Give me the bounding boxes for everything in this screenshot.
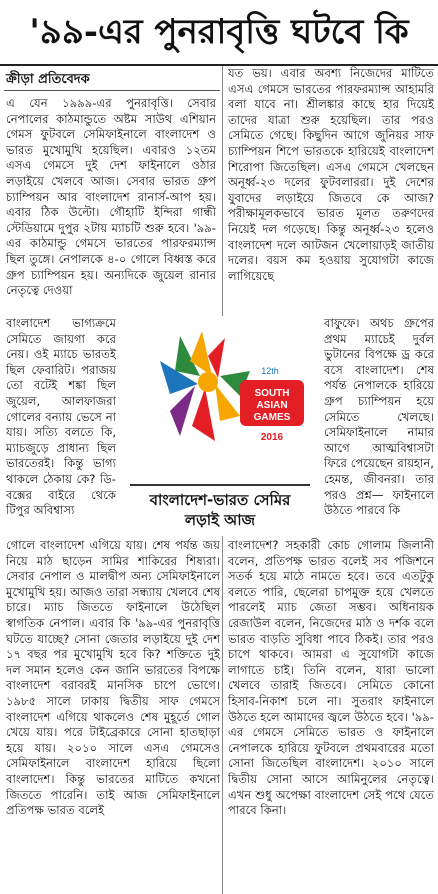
logo-title-line2: ASIAN [256, 400, 288, 411]
paragraph-bottom-right: বাংলাদেশ? সহকারী কোচ গোলাম জিলানী বলেন, প্রতিপক্ষ ভারত বলেই সব পজিশনে সতর্ক হয়ে মাঠে নামতে হবে। তবে এতটুকু বলতে পারি, ছেলেরা চাপমুক্ত হয়ে খেলতে পারলেই ম্যাচ জেতা সম্ভব। অধিনায়ক রেজাউল বলেন, নিজেদের মাঠ ও দর্শক বলে ভারত বাড়তি সুবিধা পাবে ঠিকই। তার পরও চাপে থাকবে। আমরা এ সুযোগটা কাজে লাগাতে চাই। তিনি বলেন, যারা ভালো খেলবে তারাই জিতবে। সেমিতে কোনো হিসাব-নিকাশ চলে না। সুতরাং ফাইনালে উঠতে হলে আমাদের জ্বলে উঠতে হবে। '৯৯-এর গেমসে সেমিতে ভারত ও ফাইনালে নেপালকে হারিয়ে ফুটবলে প্রথমবারের মতো সোনা জিতেছিল বাংলাদেশ। ২০১০ সালে দ্বিতীয় সোনা আসে আমিনুলের নেতৃত্বে। এখন শুধু অপেক্ষা বাংলাদেশ সেই পথে যেতে পারবে কিনা। [228, 538, 434, 818]
article-column-bottom-right [228, 538, 434, 890]
photo-box [120, 316, 320, 536]
logo-title-line1: SOUTH [254, 388, 290, 399]
paragraph-right-top: যত ভয়। এবার অবশ্য নিজেদের মাটিতে এসএ গেমসে ভারতের পারফরম্যান্স আহামরি বলা যাবে না। শ্রীলঙ্কার কাছে হার দিয়েই তাদের যাত্রা শুরু হয়েছিল। তার পরও সেমিতে গেছে। কিছুদিন আগে জুনিয়র সাফ চ্যাম্পিয়ন শিপে ভারতকে হারিয়েই বাংলাদেশ শিরোপা জিতেছিল। এসএ গেমসে খেলছেন অনূর্ধ্ব-২৩ দলের ফুটবলাররা। দুই দেশের যুবাদের লড়াইয়ে জিতবে কে আজ? পরীক্ষামূলকভাবে ভারত মূলত তরুণদের নিয়েই দল গড়েছে। কিন্তু অনূর্ধ্ব-২৩ হলেও বাংলাদেশ দলে আটজন খেলোয়াড়ই জাতীয় দলের। বয়স কম হওয়ায় সুযোগটা কাজে লাগিয়েছে [228, 66, 434, 283]
south-asian-games-logo [120, 316, 320, 476]
logo-sun [198, 372, 218, 392]
paragraph-bottom-left: গোলে বাংলাদেশ এগিয়ে যায়। শেষ পর্যন্ত জয় নিয়ে মাঠ ছাড়েন সামির শাকিরের শিষ্যরা। সেবার নেপাল ও মালদ্বীপ অন্য সেমিফাইনালে মুখোমুখি হয়। আজও তারা সন্ধ্যায় খেলবে শেষ চারে। ম্যাচ জিততে ফাইনালে উঠেছিল স্বাগতিক নেপাল। এবার কি '৯৯-এর পুনরাবৃত্তি ঘটতে যাচ্ছে? সোনা জেতার লড়াইয়ে দুই দেশ ১৭ বছর পর মুখোমুখি হবে কি? শক্তিতে দুই দল সমান হলেও কেন জানি ভারতের বিপক্ষে বাংলাদেশ বরাবরই মানসিক চাপে ভোগে। ১৯৮৫ সালে ঢাকায় দ্বিতীয় সাফ গেমসে বাংলাদেশ এগিয়ে থাকলেও শেষ মুহূর্তে গোল খেয়ে যায়। পরে টাইব্রেকারে সোনা হাতছাড়া হয়ে যায়। ২০১০ সালে এসএ গেমসেও সেমিফাইনালে বাংলাদেশ হারিয়ে ছিলো বাংলাদেশ। কিন্তু ভারতের মাটিতে কখনো জিততে পারেনি। তাই আজ সেমিফাইনালে প্রতিপক্ষ ভারত বলেই [6, 538, 220, 818]
logo-year: 2016 [260, 432, 284, 443]
paragraph-left-top: এ যেন ১৯৯৯-এর পুনরাবৃত্তি। সেবার নেপালের কাঠমান্ডুতে অষ্টম সাউথ এশিয়ান গেমস ফুটবলে সেমিফাইনালে বাংলাদেশ ও ভারত মুখোমুখি হয়েছিল। এবারও ১২তম এসএ গেমসে দুই দেশ ফাইনালে ওঠার লড়াইয়ে খেলবে আজ। সেবার ভারত গ্রুপ চ্যাম্পিয়ন আর বাংলাদেশ রানার্স-আপ হয়। এবার ঠিক উল্টো। গৌহাটি ইন্দিরা গান্ধী স্টেডিয়ামে দুপুর ২টায় ম্যাচটি শুরু হবে। '৯৯-এর কাঠমান্ডু গেমসে ভারতের পারফরম্যান্স ছিল তুঙ্গে। নেপালকে ৪-০ গোলে বিধ্বস্ত করে গ্রুপ চ্যাম্পিয়ন হয়। অন্যদিকে জুয়েল রানার নেতৃত্বে দেওয়া [6, 96, 216, 298]
byline: ক্রীড়া প্রতিবেদক [6, 72, 90, 87]
article-column-bottom-left [6, 538, 220, 890]
article-column-left-mid [6, 316, 116, 536]
logo-edition: 12th [261, 366, 279, 376]
article-column-right-mid [324, 316, 434, 532]
paragraph-right-mid: বাফুফে। অথচ গ্রুপের প্রথম ম্যাচেই দুর্বল ভুটানের বিপক্ষে ড্র করে বসে বাংলাদেশ। শেষ পর্যন্ত নেপালকে হারিয়ে গ্রুপ চ্যাম্পিয়ন হয়ে সেমিতে খেলছে। সেমিফাইনালে নামার আগে আত্মবিশ্বাসটা ফিরে পেয়েছেন রায়হান, হেমন্ত, জীবনরা। তার পরও প্রশ্ন— ফাইনালে উঠতে পারবে কি [324, 316, 434, 518]
logo-emblem [160, 331, 250, 441]
headline: '৯৯-এর পুনরাবৃত্তি ঘটবে কি [29, 12, 409, 52]
article-column-right [228, 66, 434, 314]
byline-rule [4, 90, 220, 91]
paragraph-left-mid: বাংলাদেশ ভাগ্যক্রমে সেমিতে জায়গা করে নেয়। ওই ম্যাচে ভারতই ছিল ফেবারিট। পরাজয় তো বটেই শঙ্কা ছিল জুয়েল, আলফাজরা গোলের বন্যায় ভেসে না যায়। সত্যি বলতে কি, ম্যাচজুড়ে প্রাধান্য ছিল ভারতেরই। কিন্তু ভাগ্য থাকলে ঠেকায় কে? ডি-বক্সের বাইরে থেকে টিপুর অবিশ্বাস্য [6, 316, 116, 518]
logo-petal-purple [170, 386, 195, 436]
photo-caption: বাংলাদেশ-ভারত সেমির লড়াই আজ [130, 484, 310, 530]
logo-petal-red-2 [192, 388, 215, 441]
logo-title-line3: GAMES [253, 412, 291, 423]
